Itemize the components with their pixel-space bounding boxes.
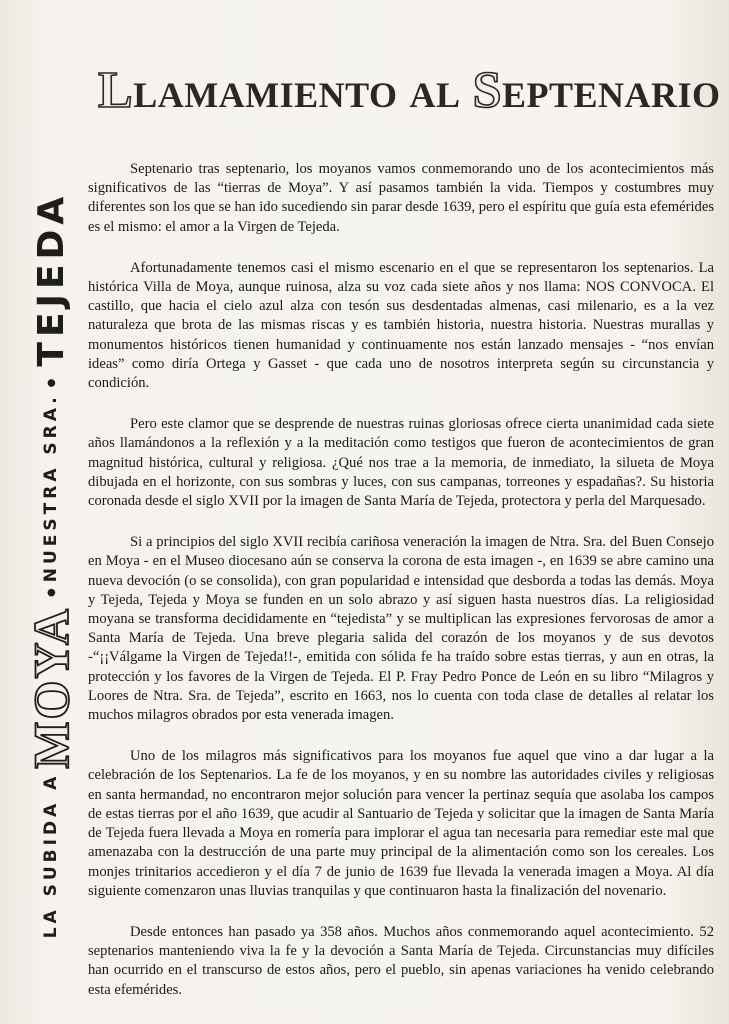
article-body (88, 160, 714, 1022)
banner-separator-dot: ● (45, 378, 57, 388)
title-initial-s: S (472, 62, 502, 120)
banner-text-tejeda: TEJEDA (30, 191, 72, 367)
banner-text-moya: MOYA (23, 606, 79, 769)
title-initial-l: L (98, 62, 134, 120)
banner-text-nuestra-sra: NUESTRA SRA. (41, 393, 61, 583)
page-title (98, 62, 721, 135)
vertical-banner (22, 150, 80, 980)
title-word-llamamiento: LAMAMIENTO (133, 75, 398, 116)
banner-text-la-subida: LA SUBIDA A (41, 772, 61, 939)
paragraph: Desde entonces han pasado ya 358 años. Muchos años conmemorando aquel acontecimiento. 52 septenarios manteniendo viva la fe y la devoción a Santa María de Tejeda. Circunstancias muy difíciles han ocurrido en el transcurso de estos años, pero el pueblo, sin apenas variaciones ha venido celebrando esta efemérides. (88, 923, 714, 998)
paragraph: Si a principios del siglo XVII recibía cariñosa veneración la imagen de Ntra. Sra. del Buen Consejo en Moya - en el Museo diocesano aún se conserva la corona de esta imagen -, en 1639 se abre camino una nueva devoción (o se consolida), con gran popularidad e intensidad que desborda a todas las demás. Moya y Tejeda, Tejeda y Moya se funden en un solo abrazo y así siguen hasta nuestros días. La religiosidad moyana se transforma decididamente en “tejedista” y se multiplican las expresiones fervorosas de amor a Santa María de Tejeda. Una breve plegaria salida del corazón de los moyanos y de sus devotos -“¡¡Válgame la Virgen de Tejeda!!-, emitida con sólida fe ha traído sobre estas tierras, y aun en otras, la protección y los favores de la Virgen de Tejeda. El P. Fray Pedro Ponce de León en su libro “Milagros y Loores de Ntra. Sra. de Tejeda”, escrito en 1663, nos lo cuenta con toda clase de detalles al relatar los muchos milagros obrados por esta venerada imagen. (88, 534, 714, 724)
title-word-septenario: EPTENARIO (501, 75, 721, 116)
paragraph: Pero este clamor que se desprende de nuestras ruinas gloriosas ofrece cierta unanimidad cada siete años llamándonos a la reflexión y a la meditación como testigos que fueron de acontecimientos de gran magnitud histórica, cultural y religiosa. ¿Qué nos trae a la memoria, de inmediato, la silueta de Moya dibujada en el horizonte, con sus sombras y luces, con sus campanas, torreones y espadañas?. Su historia coronada desde el siglo XVII por la imagen de Santa María de Tejeda, protectora y perla del Marquesado. (88, 416, 714, 510)
banner-separator-dot: ● (45, 588, 57, 597)
title-word-al: AL (409, 75, 461, 116)
paragraph: Septenario tras septenario, los moyanos vamos conmemorando uno de los acontecimientos más significativos de las “tierras de Moya”. Y así pasamos también la vida. Tiempos y costumbres muy diferentes son los que se han ido sucediendo sin parar desde 1639, pero el espíritu que guía esta efemérides es el mismo: el amor a la Virgen de Tejeda. (88, 161, 714, 235)
paragraph: Uno de los milagros más significativos para los moyanos fue aquel que vino a dar lugar a la celebración de los Septenarios. La fe de los moyanos, y en su nombre las autoridades civiles y religiosas en santa hermandad, no encontraron mejor solución para vencer la pertinaz sequía que asolaba los campos de estas tierras por el año 1639, que acudir al Santuario de Tejeda y solicitar que la imagen de Santa María de Tejeda fuera llevada a Moya en romería para implorar el agua tan necesaria para remediar este mal que amenazaba con la destrucción de una parte muy principal de la alimentación como son los cereales. Los monjes trinitarios accedieron y el día 7 de junio de 1639 fue llevada la venerada imagen a Moya. Al día siguiente comenzaron unas lluvias tranquilas y que continuaron hasta la finalización del novenario. (88, 748, 714, 899)
paragraph: Afortunadamente tenemos casi el mismo escenario en el que se representaron los septenarios. La histórica Villa de Moya, aunque ruinosa, alza su voz cada siete años y nos llama: NOS CONVOCA. El castillo, que hacia el cielo azul alza con tesón sus desdentadas almenas, casi milenario, es a la vez naturaleza que brota de las mismas riscas y es también historia, nuestra historia. Nuestras murallas y monumentos históricos tienen humanidad y continuamente nos están lanzado mensajes - “nos envían ideas” como diría Ortega y Gasset - que cada uno de nosotros interpreta según su circunstancia y condición. (88, 259, 714, 392)
